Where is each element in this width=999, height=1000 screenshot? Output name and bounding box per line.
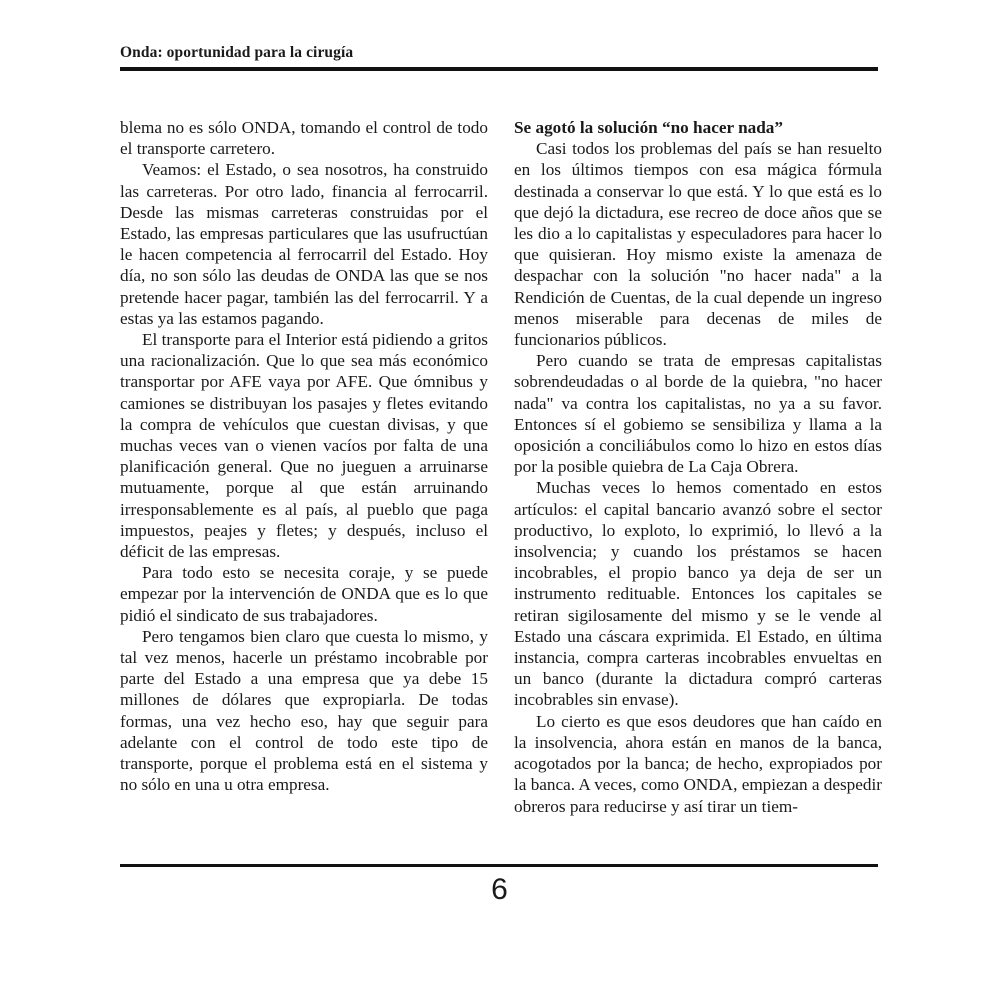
paragraph: Casi todos los problemas del país se han resuelto en los últimos tiempos con esa mágica fórmula destinada a conservar lo que está. Y lo que está es lo que dejó la dictadura, ese recreo de doce años que se les dio a lo capitalistas y especuladores para hacer lo que quisieran. Hoy mismo existe la amenaza de despachar con la solución "no hacer nada" a la Rendición de Cuentas, de la cual depende un ingreso menos miserable para decenas de miles de funcionarios públicos. <box>514 139 882 350</box>
paragraph: El transporte para el Interior está pidiendo a gritos una racionalización. Que lo que sea más económico transportar por AFE vaya por AFE. Que ómnibus y camiones se distribuyan los pasajes y fletes evitando la compra de vehículos que cuestan divisas, y que muchas veces van o vienen vacíos por falta de una planificación general. Que no jueguen a arruinarse mutuamente, porque al que están arruinando irresponsablemente es al país, al pueblo que paga impuestos, peajes y fletes; y después, incluso el déficit de las empresas. <box>120 330 488 562</box>
section-heading: Se agotó la solución “no hacer nada” <box>514 118 783 137</box>
paragraph: Muchas veces lo hemos comentado en estos artículos: el capital bancario avanzó sobre el sector productivo, lo exploto, lo exprimió, lo llevó a la insolvencia; y cuando los préstamos se hacen incobrables, el propio banco ya deja de ser un instrumento redituable. Entonces los capitales se retiran sigilosamente del mismo y se le vende al Estado una cáscara exprimida. El Estado, en última instancia, compra carteras incobrables envueltas en un banco (durante la dictadura compró carteras incobrables sin envase). <box>514 478 882 710</box>
page-number: 6 <box>491 873 508 906</box>
paragraph: Lo cierto es que esos deudores que han caído en la insolvencia, ahora están en manos de la banca, acogotados por la banca; de hecho, expropiados por la banca. A veces, como ONDA, empiezan a despedir obreros para reducirse y así tirar un tiem- <box>514 711 882 816</box>
footer-rule <box>120 864 878 867</box>
paragraph: blema no es sólo ONDA, tomando el control de todo el transporte carretero. <box>120 118 488 159</box>
header-rule <box>120 67 878 71</box>
right-column <box>514 117 882 817</box>
left-column <box>120 117 488 796</box>
paragraph: Para todo esto se necesita coraje, y se puede empezar por la intervención de ONDA que es lo que pidió el sindicato de sus trabajadores. <box>120 563 488 625</box>
paragraph: Pero tengamos bien claro que cuesta lo mismo, y tal vez menos, hacerle un préstamo incobrable por parte del Estado a una empresa que ya debe 15 millones de dólares que expropiarla. De todas formas, una vez hecho eso, hay que seguir para adelante con el control de todo este tipo de transporte, porque el problema está en el sistema y no sólo en una u otra empresa. <box>120 626 488 795</box>
paragraph: Veamos: el Estado, o sea nosotros, ha construido las carreteras. Por otro lado, financia al ferrocarril. Desde las mismas carreteras construidas por el Estado, las empresas particulares que las usufructúan le hacen competencia al ferrocarril del Estado. Hoy día, no son sólo las deudas de ONDA las que se nos pretende hacer pagar, también las del ferrocarril. Y a estas ya las estamos pagando. <box>120 160 488 328</box>
running-title: Onda: oportunidad para la cirugía <box>120 44 354 61</box>
paragraph: Pero cuando se trata de empresas capitalistas sobrendeudadas o al borde de la quiebra, "no hacer nada" va contra los capitalistas, no ya a su favor. Entonces sí el gobiemo se sensibiliza y llama a la oposición a conciliábulos como lo hizo en estos días por la posible quiebra de La Caja Obrera. <box>514 351 882 477</box>
